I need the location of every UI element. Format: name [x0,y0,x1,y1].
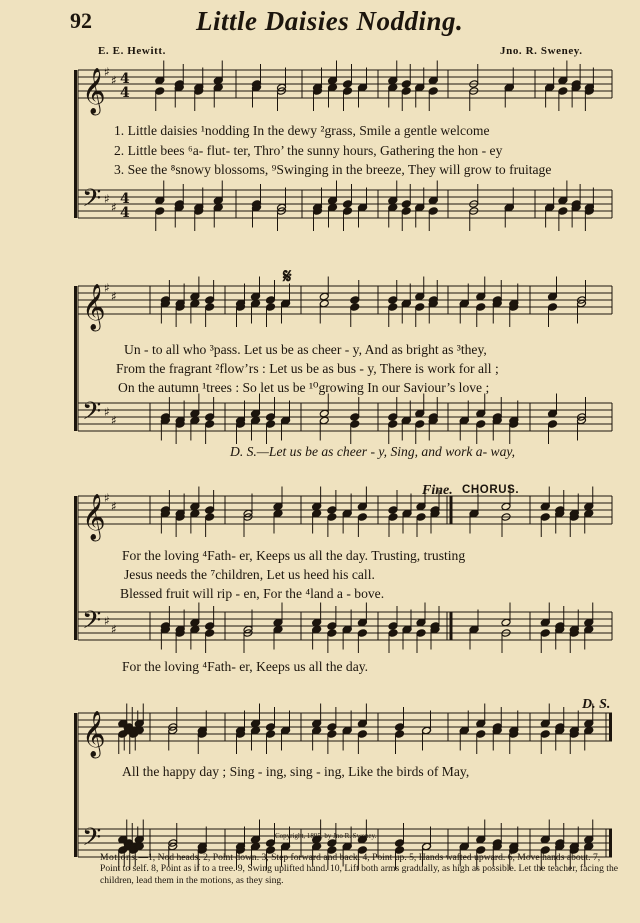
notehead [281,299,291,308]
notehead [273,618,283,627]
notehead [350,303,360,312]
ds-refrain-line: D. S.—Let us be as cheer - y, Sing, and work a- way, [230,444,516,459]
notehead [273,502,283,511]
notehead [540,629,550,638]
notehead [402,509,412,518]
notehead [540,513,550,522]
sharp-key-sign: ♯ [104,614,110,628]
chorus-line: All the happy day ; Sing - ing, sing - ing, Like the birds of May, [122,764,470,779]
notehead [548,409,558,418]
notehead [548,303,558,312]
notehead [266,420,276,429]
notehead [428,87,438,96]
notehead [584,842,594,851]
notehead [319,416,329,425]
notehead [251,299,261,308]
notehead [342,842,352,851]
treble-clef: 𝄞 [82,494,106,540]
notehead [266,839,276,848]
notehead [415,409,425,418]
notehead [350,296,360,305]
notehead [415,203,425,212]
notehead [428,76,438,85]
notehead [205,629,215,638]
notehead [476,835,486,844]
notehead [205,513,215,522]
notehead [155,87,165,96]
sharp-key-sign: ♯ [111,200,117,215]
notehead [469,509,479,518]
notehead [190,416,200,425]
notehead [327,839,337,848]
bass-clef: 𝄢 [82,184,102,219]
final-barline [609,713,612,741]
notehead [416,513,426,522]
notehead [545,203,555,212]
sharp-key-sign: ♯ [104,405,110,419]
notehead [281,416,291,425]
notehead [476,409,486,418]
notehead [328,203,338,212]
notehead [584,509,594,518]
notehead [388,203,398,212]
notehead [213,76,223,85]
notehead [190,625,200,634]
notehead [342,509,352,518]
notehead [415,303,425,312]
notehead [190,292,200,301]
notehead [251,292,261,301]
notehead [395,730,405,739]
notehead [190,409,200,418]
notehead [415,83,425,92]
notehead [540,730,550,739]
notehead [459,416,469,425]
notehead [416,618,426,627]
notehead [401,87,411,96]
notehead [558,207,568,216]
verse2-line3: Jesus needs the ⁷children, Let us heed his call. [124,567,375,582]
notehead [357,618,367,627]
notehead [428,196,438,205]
notehead [357,730,367,739]
verse3-line1: 3. See the ⁸snowy blossoms, ⁹Swinging in the breeze, They will grow to fruitage [114,162,552,177]
ds-end-mark: D. S. [582,697,611,712]
notehead [401,207,411,216]
sharp-key-sign: ♯ [111,413,117,428]
notehead [358,203,368,212]
notehead [328,83,338,92]
segno-sign: 𝄋 [283,266,292,288]
notehead [328,196,338,205]
verse1-line1: 1. Little daisies ¹nodding In the dewy ²grass, Smile a gentle welcome [114,123,490,138]
bass-clef: 𝄢 [82,823,102,858]
system-bracket [74,70,77,218]
notehead [540,502,550,511]
notehead [545,83,555,92]
system-bracket [74,496,77,640]
sharp-key-sign: ♯ [111,289,117,304]
notehead [540,719,550,728]
notehead [319,292,329,301]
notehead [548,420,558,429]
notehead [459,842,469,851]
sharp-key-sign: ♯ [104,491,110,505]
verse3-line2: On the autumn ¹trees : So let us be ¹⁰growing In our Saviour’s love ; [118,380,490,395]
notehead [388,622,398,631]
treble-clef: 𝄞 [82,68,106,114]
copyright-notice: Copyright, 1895, by Jno R. Sweney. [275,832,377,840]
notehead [266,723,276,732]
time-signature-bottom: 4 [120,205,130,221]
notehead [205,420,215,429]
notehead [343,87,353,96]
motions-text: —1, Nod heads. 2, Point down. 3, Step forward and back. 4, Point up. 5, Hands wafted upward. 6, Move hands about. 7, Point to self. 8, Point as if to a tree. 9, Swing uplifted hand. 10, Lift both arms gradually, as high as possible. Let the teacher, facing the children, lead them in the motions, as they sing. [100,852,619,886]
notehead [584,726,594,735]
notehead [190,299,200,308]
notehead [342,625,352,634]
motions-label: Motions. [100,852,139,863]
notehead [401,200,411,209]
notehead [584,618,594,627]
notehead [422,726,432,735]
notehead [266,296,276,305]
notehead [155,207,165,216]
notehead [476,303,486,312]
fine-mark: Fine. [422,483,453,498]
notehead [469,625,479,634]
verse2-line2: From the fragrant ²flow’rs : Let us be as bus - y, There is work for all ; [116,361,499,376]
verse3-line3: Blessed fruit will rip - en, For the ⁴land a - bove. [120,586,385,601]
notehead [205,506,215,515]
notehead [343,80,353,89]
notehead [205,296,215,305]
notehead [476,719,486,728]
notehead [584,719,594,728]
verse1-line3: For the loving ⁴Fath- er, Keeps us all the day. Trusting, trusting [122,548,466,563]
notehead [251,719,261,728]
notehead [401,416,411,425]
verse2-line1: 2. Little bees ⁶a- flut- ter, Thro’ the sunny hours, Gathering the hon - ey [114,143,503,158]
system-bracket [74,713,77,857]
notehead [357,629,367,638]
notehead [388,629,398,638]
notehead [251,409,261,418]
notehead [388,303,398,312]
notehead [358,83,368,92]
notehead [190,502,200,511]
notehead [273,509,283,518]
notehead [342,726,352,735]
author-credit: E. E. Hewitt. [98,45,166,57]
notehead [415,420,425,429]
notehead [504,203,514,212]
notehead [540,618,550,627]
notehead [312,842,322,851]
notehead [357,513,367,522]
notehead [350,420,360,429]
notehead [388,83,398,92]
notehead [327,513,337,522]
notehead [190,618,200,627]
time-signature-top: 4 [120,71,130,87]
notehead [155,76,165,85]
notehead [388,296,398,305]
notehead [388,196,398,205]
notehead [266,413,276,422]
notehead [357,719,367,728]
notehead [402,625,412,634]
notehead [501,618,511,627]
notehead [401,299,411,308]
notehead [476,730,486,739]
notehead [327,506,337,515]
notehead [504,83,514,92]
notehead [281,726,291,735]
notehead [416,502,426,511]
motions-instructions [100,852,620,886]
sharp-key-sign: ♯ [104,192,110,206]
page-number: 92 [70,8,92,33]
notehead [584,502,594,511]
notehead [395,723,405,732]
notehead [273,625,283,634]
notehead [558,76,568,85]
notehead [312,502,322,511]
chorus-label: CHORUS. [462,484,520,496]
hymn-title: Little Daisies Nodding. [196,6,464,36]
notehead [205,413,215,422]
time-signature-top: 4 [120,191,130,207]
verse1-line2: Un - to all who ³pass. Let us be as cheer - y, And as bright as ³they, [124,342,487,357]
notehead [327,723,337,732]
notehead [327,622,337,631]
notehead [312,625,322,634]
notehead [134,719,144,728]
notehead [312,618,322,627]
notehead [213,203,223,212]
notehead [312,719,322,728]
notehead [548,292,558,301]
notehead [134,835,144,844]
notehead [327,629,337,638]
notehead [213,196,223,205]
notehead [251,416,261,425]
notehead [422,842,432,851]
notehead [312,726,322,735]
sharp-key-sign: ♯ [111,73,117,88]
notehead [281,842,291,851]
notehead [476,420,486,429]
notehead [251,842,261,851]
notehead [428,207,438,216]
notehead [266,730,276,739]
notehead [388,513,398,522]
notehead [540,835,550,844]
notehead [327,730,337,739]
notehead [213,83,223,92]
sharp-key-sign: ♯ [104,281,110,295]
composer-credit: Jno. R. Sweney. [500,45,583,57]
notehead [343,207,353,216]
treble-clef: 𝄞 [82,711,106,757]
double-barline [450,496,453,524]
notehead [388,413,398,422]
system-bracket [74,286,77,431]
notehead [328,76,338,85]
notehead [395,839,405,848]
notehead [558,196,568,205]
ds-chorus-line: For the loving ⁴Fath- er, Keeps us all the day. [122,659,369,674]
notehead [312,509,322,518]
notehead [319,409,329,418]
notehead [459,299,469,308]
notehead [415,292,425,301]
notehead [388,76,398,85]
notehead [350,413,360,422]
sharp-key-sign: ♯ [111,499,117,514]
notehead [251,835,261,844]
notehead [319,299,329,308]
notehead [401,80,411,89]
notehead [357,502,367,511]
double-barline [450,612,453,640]
notehead [205,303,215,312]
notehead [343,200,353,209]
notehead [501,502,511,511]
notehead [205,622,215,631]
notehead [388,420,398,429]
notehead [476,292,486,301]
notehead [266,303,276,312]
notehead [416,629,426,638]
notehead [459,726,469,735]
sharp-key-sign: ♯ [111,622,117,637]
time-signature-bottom: 4 [120,85,130,101]
sharp-key-sign: ♯ [104,65,110,79]
notehead [584,625,594,634]
notehead [251,726,261,735]
notehead [388,506,398,515]
bass-clef: 𝄢 [82,606,102,641]
notehead [190,509,200,518]
notehead [584,835,594,844]
treble-clef: 𝄞 [82,284,106,330]
bass-clef: 𝄢 [82,397,102,432]
notehead [155,196,165,205]
notehead [558,87,568,96]
